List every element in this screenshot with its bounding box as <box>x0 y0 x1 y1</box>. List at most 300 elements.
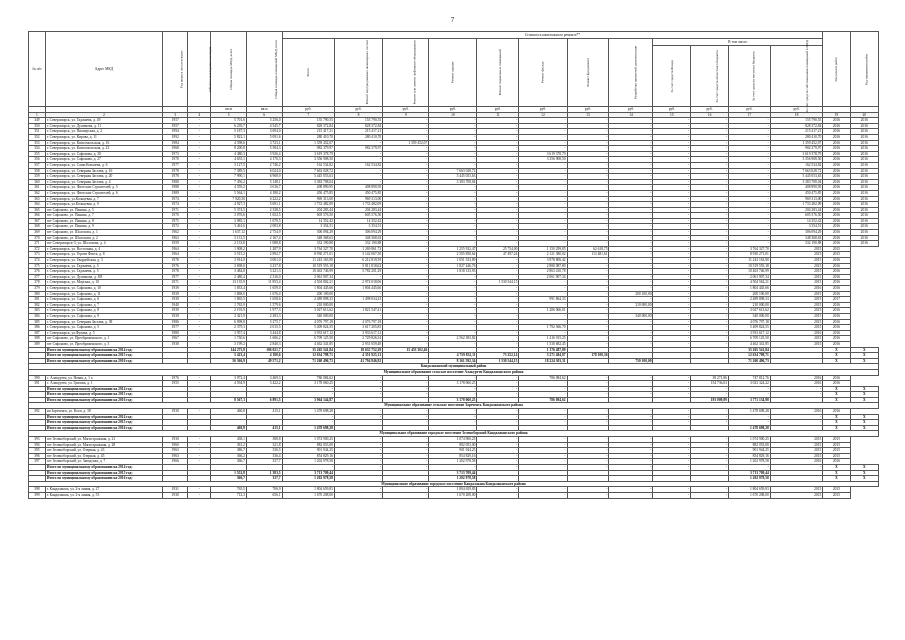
table-cell: 2 974 018,06 <box>334 280 382 286</box>
table-cell: 2015 <box>770 313 822 319</box>
table-row <box>29 492 879 498</box>
table-cell: 2 283,3 <box>246 313 282 319</box>
table-cell: 3 178 060,25 <box>282 381 334 387</box>
table-cell: - <box>519 123 567 129</box>
table-cell: - <box>567 453 609 459</box>
table-cell: - <box>477 341 519 347</box>
table-cell: - <box>609 269 653 275</box>
table-cell: 144 275,8 <box>211 347 247 353</box>
table-cell: - <box>567 336 609 342</box>
table-cell: - <box>519 190 567 196</box>
table-cell: - <box>609 453 653 459</box>
table-cell: - <box>691 218 729 224</box>
table-cell: 6 709 125,50 <box>728 336 770 342</box>
address-cell: г. Североморск, ул. Северная Застава, д. 4 <box>45 179 162 185</box>
table-cell: 1 827 446,76 <box>429 263 477 269</box>
column-number-cell: 6 <box>246 112 282 118</box>
unit-cell: руб. <box>567 107 609 113</box>
table-cell: - <box>188 134 211 140</box>
table-cell: - <box>519 241 567 247</box>
column-number-cell: 4 <box>188 112 211 118</box>
address-cell: г. Североморск, ул. Саши Ковалева, д. 6 <box>45 162 162 168</box>
table-cell: 1970 <box>163 213 188 219</box>
table-cell: 18 224 303,31 <box>519 358 567 364</box>
address-cell: г. Североморск, ул. Комсомольская, д. 16 <box>45 140 162 146</box>
table-cell: - <box>477 386 519 392</box>
table-cell: - <box>691 280 729 286</box>
table-cell: 1 658,6 <box>246 297 282 303</box>
table-cell: - <box>653 297 691 303</box>
table-cell: - <box>477 453 519 459</box>
unit-cell: руб. <box>691 107 729 113</box>
table-cell: - <box>609 146 653 152</box>
table-cell: 1962 <box>163 230 188 236</box>
table-cell: 1 478 698,28 <box>282 409 334 415</box>
table-cell: - <box>567 341 609 347</box>
table-cell: 393 <box>29 437 46 443</box>
table-cell: 1994 <box>163 129 188 135</box>
table-cell: - <box>567 319 609 325</box>
table-cell: 3 383 708,04 <box>429 179 477 185</box>
table-cell: 2016 <box>850 218 878 224</box>
table-cell: - <box>691 179 729 185</box>
table-cell: - <box>188 218 211 224</box>
table-cell: 750 100,00 <box>609 358 653 364</box>
table-cell: - <box>728 118 770 124</box>
table-cell: 1984 <box>163 140 188 146</box>
table-cell: 3 354,51 <box>282 224 334 230</box>
table-cell: - <box>429 162 477 168</box>
table-cell: 2016 <box>823 308 850 314</box>
table-cell: 2016 <box>823 162 850 168</box>
table-cell: - <box>691 420 729 426</box>
address-cell: г. Североморск, ул. Морская, д. 10 <box>45 280 162 286</box>
table-cell: 349 <box>29 118 46 124</box>
table-cell: 280 410,70 <box>334 134 382 140</box>
table-cell: 3 076,6 <box>211 213 247 219</box>
table-cell: X <box>823 392 850 398</box>
address-cell: пгт Сафоново, ул. Преображенского, д. 3 <box>45 341 162 347</box>
table-cell: 3 617 205,85 <box>334 325 382 331</box>
table-cell: 5 148,1 <box>246 179 282 185</box>
table-cell: 113 481,61 <box>567 252 609 258</box>
table-cell: - <box>519 291 567 297</box>
table-cell: - <box>188 280 211 286</box>
table-cell: 204 283,44 <box>282 207 334 213</box>
table-cell: 25 754,00 <box>477 246 519 252</box>
table-cell: - <box>334 375 382 381</box>
table-cell: 415,1 <box>246 425 282 431</box>
unit-cell: кв.м <box>211 107 247 113</box>
table-cell: - <box>334 414 382 420</box>
table-cell: - <box>567 291 609 297</box>
table-cell: - <box>728 202 770 208</box>
table-cell: - <box>429 319 477 325</box>
table-cell: 2016 <box>850 224 878 230</box>
table-cell: - <box>653 252 691 258</box>
table-cell: 348 368,63 <box>282 235 334 241</box>
address-cell: г. Североморск, ул. Восточная, д. 4 <box>45 246 162 252</box>
table-cell: - <box>567 179 609 185</box>
table-cell: 336,5 <box>246 448 282 454</box>
table-cell: - <box>653 375 691 381</box>
table-cell: - <box>567 492 609 498</box>
table-cell: 3 221,3 <box>246 269 282 275</box>
table-cell: - <box>567 157 609 163</box>
table-cell: - <box>383 330 429 336</box>
table-cell: - <box>653 207 691 213</box>
table-cell: - <box>691 241 729 247</box>
table-cell: 5 445 053,63 <box>770 174 822 180</box>
table-cell: - <box>383 263 429 269</box>
table-cell: 1 804 445,66 <box>282 286 334 292</box>
table-cell: - <box>383 207 429 213</box>
table-cell: - <box>334 302 382 308</box>
table-cell: 1980 <box>163 330 188 336</box>
table-cell: - <box>383 246 429 252</box>
table-cell: 3 771 134,98 <box>728 397 770 403</box>
table-cell: - <box>691 235 729 241</box>
table-cell: - <box>429 129 477 135</box>
address-cell: нп Зареченск, ул. Кооп, д. 38 <box>45 409 162 415</box>
table-cell: - <box>383 319 429 325</box>
table-cell: - <box>383 302 429 308</box>
table-cell: 1 202 978,58 <box>282 476 334 482</box>
table-cell: 882 053,00 <box>282 442 334 448</box>
table-cell: - <box>567 375 609 381</box>
table-cell: 1971 <box>163 207 188 213</box>
table-cell: 2015 <box>770 246 822 252</box>
table-cell: - <box>188 207 211 213</box>
table-cell: - <box>653 420 691 426</box>
table-cell: 3 933 617,12 <box>728 330 770 336</box>
table-cell: 361 <box>29 185 46 191</box>
table-cell: - <box>519 448 567 454</box>
table-cell: - <box>609 487 653 493</box>
table-cell: - <box>383 213 429 219</box>
table-cell: - <box>691 263 729 269</box>
address-cell: г. Североморск, ул. Сафонова, д. 11 <box>45 291 162 297</box>
table-cell: - <box>519 414 567 420</box>
table-cell: 3 619 378,79 <box>770 151 822 157</box>
table-cell: - <box>383 235 429 241</box>
table-cell: - <box>383 286 429 292</box>
table-cell: 1 530 544,15 <box>477 280 519 286</box>
table-cell: 1959 <box>163 241 188 247</box>
table-cell: - <box>334 291 382 297</box>
table-cell: 2016 <box>823 291 850 297</box>
table-cell: - <box>429 414 477 420</box>
table-cell: 366,7 <box>211 476 247 482</box>
table-cell: 2016 <box>850 202 878 208</box>
address-cell: г. Североморск, ул. Северная Застава, д. 16 <box>45 168 162 174</box>
table-cell: 1978 <box>163 269 188 275</box>
header-living-area: Общая площадь помещений МКД, всего <box>246 32 282 107</box>
table-cell: - <box>609 202 653 208</box>
table-cell: - <box>519 280 567 286</box>
table-cell: 1 865,5 <box>211 297 247 303</box>
table-cell: 154 736,03 <box>691 381 729 387</box>
table-cell: - <box>188 325 211 331</box>
table-cell: - <box>609 341 653 347</box>
table-cell: 1 670 208,00 <box>429 492 477 498</box>
table-cell: - <box>519 492 567 498</box>
table-cell: 3 713 709,44 <box>282 470 334 476</box>
table-cell: - <box>188 302 211 308</box>
address-cell: пгт Сафоново, ул. Панина, д. 8 <box>45 218 162 224</box>
table-cell: - <box>519 162 567 168</box>
table-cell: 2015 <box>770 252 822 258</box>
table-cell: - <box>567 174 609 180</box>
table-cell: - <box>519 185 567 191</box>
table-cell: 1964 <box>163 252 188 258</box>
table-cell: 2016 <box>823 185 850 191</box>
table-cell: - <box>429 392 477 398</box>
table-cell: 4 759 832,11 <box>429 353 477 359</box>
table-cell: - <box>653 140 691 146</box>
table-cell: 2016 <box>770 381 822 387</box>
address-cell: г. Североморск, ул. Гаджиева, д. 5 <box>45 269 162 275</box>
table-cell: - <box>691 330 729 336</box>
table-cell: 2015 <box>770 308 822 314</box>
table-cell: 415,1 <box>246 409 282 415</box>
table-cell: - <box>691 123 729 129</box>
table-cell: 3 237,8 <box>246 263 282 269</box>
table-cell: - <box>691 246 729 252</box>
table-cell: - <box>429 146 477 152</box>
table-cell: 2015 <box>770 487 822 493</box>
table-cell: 765,5 <box>211 487 247 493</box>
table-cell: 706,9 <box>246 487 282 493</box>
table-cell: 2016 <box>823 330 850 336</box>
table-cell: - <box>567 230 609 236</box>
table-cell: 2016 <box>850 230 878 236</box>
table-cell: - <box>653 302 691 308</box>
table-cell: 969 313,00 <box>334 196 382 202</box>
table-cell: 5 691,1 <box>246 202 282 208</box>
table-cell: 378 <box>29 280 46 286</box>
table-cell: - <box>567 286 609 292</box>
table-cell: 2016 <box>823 218 850 224</box>
table-cell: - <box>334 274 382 280</box>
table-cell: - <box>334 448 382 454</box>
capital-repair-table-sheet <box>28 31 879 499</box>
table-cell: 3 271 484,87 <box>519 353 567 359</box>
section-title: Муниципальное образование городское поселение Зеленоборский Кандалакшского района <box>29 431 879 437</box>
table-cell: 2016 <box>850 196 878 202</box>
table-cell: - <box>653 437 691 443</box>
table-cell: 2016 <box>850 118 878 124</box>
table-cell: - <box>609 319 653 325</box>
table-cell: 7 920,50 <box>211 196 247 202</box>
table-cell: 828 372,84 <box>282 123 334 129</box>
table-cell: 5 374,5 <box>211 207 247 213</box>
table-cell: 385 <box>29 319 46 325</box>
table-cell: - <box>477 269 519 275</box>
table-cell: - <box>567 420 609 426</box>
table-cell: 2016 <box>823 146 850 152</box>
table-cell: - <box>477 162 519 168</box>
table-cell: 2016 <box>770 286 822 292</box>
table-cell: - <box>188 190 211 196</box>
table-cell: - <box>770 420 822 426</box>
table-cell: 1 637,12 <box>211 230 247 236</box>
table-cell: - <box>567 448 609 454</box>
table-cell: 3 964 144,87 <box>282 397 334 403</box>
table-cell: 3 484,8 <box>211 269 247 275</box>
table-cell: - <box>188 146 211 152</box>
table-cell: - <box>188 336 211 342</box>
table-cell: - <box>567 330 609 336</box>
table-cell: - <box>567 414 609 420</box>
table-cell: - <box>728 241 770 247</box>
table-cell: 3 027 613,62 <box>728 308 770 314</box>
table-cell: X <box>823 386 850 392</box>
table-cell: - <box>188 308 211 314</box>
table-cell: 306 094,29 <box>282 230 334 236</box>
table-cell: - <box>429 302 477 308</box>
table-cell: 3 616,7 <box>246 185 282 191</box>
table-cell: - <box>188 330 211 336</box>
table-cell: - <box>653 291 691 297</box>
table-cell: 1978 <box>163 168 188 174</box>
header-owners: За счет средств собственников помещений в МКД <box>770 46 822 107</box>
table-cell: 280 410,70 <box>770 134 822 140</box>
table-cell: 387 <box>29 330 46 336</box>
table-cell: 7 663 028,72 <box>282 168 334 174</box>
table-cell: 2015 <box>770 280 822 286</box>
table-cell: - <box>477 157 519 163</box>
table-cell: 2016 <box>823 313 850 319</box>
table-cell: 3 383 708,04 <box>282 179 334 185</box>
table-cell: 5 187,3 <box>211 129 247 135</box>
section-title: Муниципальное образование сельское поселение Алакуртти Кандалакшского района <box>29 369 879 375</box>
table-cell: 2015 <box>770 325 822 331</box>
table-cell: - <box>383 437 429 443</box>
table-cell: 2015 <box>823 437 850 443</box>
table-cell: 363 <box>29 196 46 202</box>
table-cell: 11 853,4 <box>246 280 282 286</box>
table-cell: 408 890,95 <box>334 185 382 191</box>
table-cell: 397 <box>29 459 46 465</box>
table-cell: 2016 <box>850 174 878 180</box>
table-cell: 364 <box>29 202 46 208</box>
table-cell: - <box>383 118 429 124</box>
table-cell: 1 868,0 <box>211 291 247 297</box>
table-cell: 6 709 125,50 <box>282 336 334 342</box>
table-cell: 2016 <box>823 213 850 219</box>
table-cell: 2016 <box>823 129 850 135</box>
section-title: Муниципальное образование городское поселение Кандалакша Кандалакшского района <box>29 481 879 487</box>
table-cell: 193 009,89 <box>691 397 729 403</box>
table-cell: - <box>188 269 211 275</box>
table-cell: 6 024,0 <box>246 168 282 174</box>
table-cell: 2015 <box>770 297 822 303</box>
table-cell: 348 368,63 <box>770 235 822 241</box>
table-cell: 14 352,42 <box>770 218 822 224</box>
table-cell: - <box>282 386 334 392</box>
table-cell: - <box>477 185 519 191</box>
table-cell: - <box>477 392 519 398</box>
table-cell: 1 530 544,15 <box>477 358 519 364</box>
table-cell: 10 519 555,18 <box>282 263 334 269</box>
table-cell: - <box>567 442 609 448</box>
table-cell: - <box>429 286 477 292</box>
table-cell: - <box>383 375 429 381</box>
table-cell: 1966 <box>163 459 188 465</box>
table-cell: - <box>609 213 653 219</box>
table-cell: - <box>691 442 729 448</box>
table-cell: - <box>429 313 477 319</box>
header-plan-end: Год завершения работ <box>850 32 878 107</box>
address-cell: г. Североморск, ул.Фулика, д. 5 <box>45 330 162 336</box>
table-cell: - <box>429 151 477 157</box>
table-cell: 2016 <box>823 302 850 308</box>
table-cell: 200 100,00 <box>609 291 653 297</box>
table-cell: - <box>653 448 691 454</box>
table-cell: - <box>653 230 691 236</box>
table-cell: 3 619 378,79 <box>519 151 567 157</box>
address-cell: пгт Сафоново, ул. Шолохова, д. 1 <box>45 230 162 236</box>
table-cell: 1 150 299,85 <box>519 246 567 252</box>
table-cell: 2016 <box>823 286 850 292</box>
table-cell: - <box>519 196 567 202</box>
table-cell: - <box>653 492 691 498</box>
table-cell: - <box>334 179 382 185</box>
address-cell: г. Североморск, ул. Кирова, д. 11 <box>45 134 162 140</box>
table-cell: 6 891,5 <box>246 397 282 403</box>
table-cell: - <box>188 129 211 135</box>
table-cell: 1 804 659,83 <box>728 487 770 493</box>
table-cell: 408 890,95 <box>282 185 334 191</box>
table-cell: - <box>653 146 691 152</box>
table-cell: 5 822,1 <box>211 134 247 140</box>
table-cell: 828 372,84 <box>334 123 382 129</box>
table-cell: 215 417,21 <box>770 129 822 135</box>
table-cell: - <box>653 325 691 331</box>
address-cell: г. Североморск, ул. Сафонова, д. 5 <box>45 325 162 331</box>
table-cell: 1 478 698,28 <box>728 409 770 415</box>
table-cell: X <box>850 476 878 482</box>
table-cell: - <box>609 409 653 415</box>
table-cell: 969 313,00 <box>770 196 822 202</box>
table-cell: - <box>567 381 609 387</box>
table-cell: 1 763,9 <box>211 302 247 308</box>
table-cell: - <box>653 409 691 415</box>
table-cell: 3 978 806,42 <box>519 258 567 264</box>
table-cell: - <box>383 280 429 286</box>
unit-cell: руб. <box>334 107 382 113</box>
table-cell: - <box>567 280 609 286</box>
table-cell: 1 670 208,00 <box>282 492 334 498</box>
table-cell: - <box>653 258 691 264</box>
table-cell: - <box>653 487 691 493</box>
table-cell: - <box>728 140 770 146</box>
table-cell: 15 453 302,46 <box>383 347 429 353</box>
table-cell: - <box>477 263 519 269</box>
table-cell: 371 <box>29 241 46 247</box>
table-cell: - <box>383 291 429 297</box>
table-cell: 1940 <box>163 302 188 308</box>
table-cell: - <box>383 274 429 280</box>
table-cell: 2016 <box>823 258 850 264</box>
table-cell: - <box>609 168 653 174</box>
address-cell: г. Североморск, ул. Сафонова, д. 20 <box>45 151 162 157</box>
table-cell: - <box>728 196 770 202</box>
table-cell: 336,4 <box>246 453 282 459</box>
address-cell: пгт Сафоново, ул. Преображенского, д. 1 <box>45 336 162 342</box>
table-cell: 1957 <box>163 118 188 124</box>
